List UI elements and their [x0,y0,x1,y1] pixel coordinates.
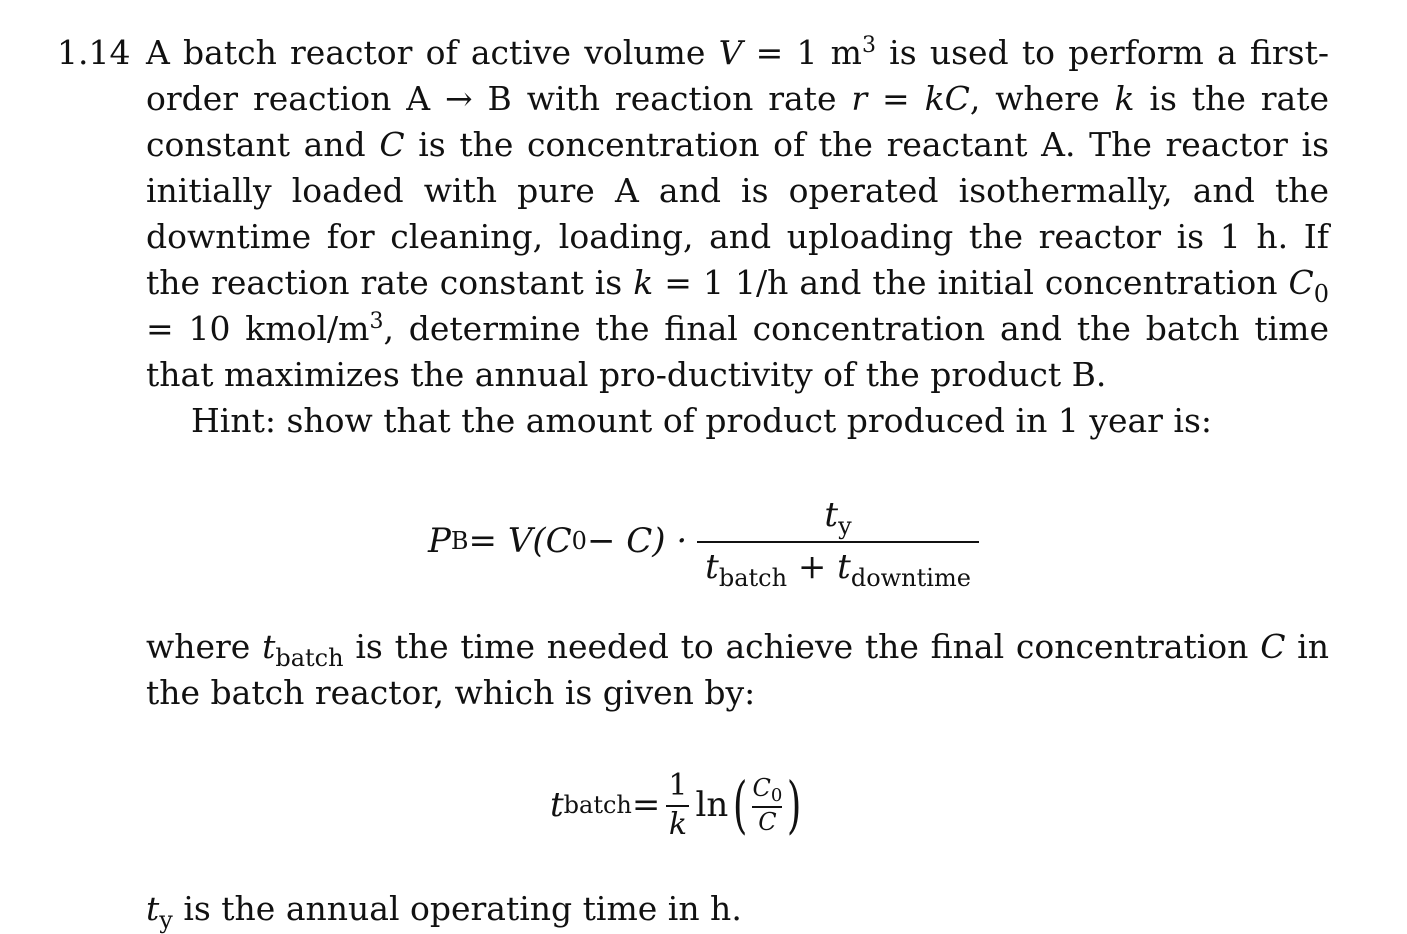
eq2-inner-fraction [752,774,782,836]
problem-number: 1.14 [57,33,131,72]
eq1-plus: + [787,547,838,587]
where-b: is the time needed to achieve the final concentration [343,627,1261,666]
exp-3: 3 [861,33,876,58]
eq1-den2: t [837,547,851,587]
problem-statement [146,30,1329,398]
last-t-sub: y [159,906,173,934]
text-j: , determine the final concentration and the batch time that maximizes the annual pro-ductivity of the product B. [146,309,1329,394]
hint-text: Hint: show that the amount of product produced in 1 year is: [191,401,1213,440]
text-c: is used to perform a first-order reaction A → B with reaction rate [146,33,1329,118]
where-c: in the batch reactor, which is given by: [146,627,1329,712]
var-c: C [379,125,405,164]
var-kc: kC [924,79,970,118]
text-h: = 1 1/h and the initial concentration [653,263,1289,302]
eq1-denominator [697,543,979,592]
text-e: , where [969,79,1115,118]
exp-3b: 3 [369,309,384,334]
eq1-den1-sub: batch [718,564,788,592]
problem-block [57,30,1329,444]
text-g: is the concentration of the reactant A. The reactor is initially loaded with pure A and is operated isothermally, and the downtime for cleaning, loading, and uploading the reactor is 1 h. If the reaction rate constant is [146,125,1329,302]
final-line [146,886,742,932]
eq2-rparen: ) [787,768,802,841]
eq1-lhs: P [428,521,451,561]
eq2-ln: ln [695,785,729,825]
eq1-den2-sub: downtime [850,564,971,592]
where-c-var: C [1260,627,1286,666]
eq2-num: 1 [668,768,688,803]
equation-batch-time: t batch = 1 k ln ( $C_0$ C ) [550,768,802,842]
eq2-lparen: ( [733,768,748,841]
eq1-middle: = V(C [468,521,572,561]
eq2-inner-den: C [758,808,777,836]
var-k2: k [633,263,654,302]
eq2-den: k [668,807,688,842]
eq2-inner-num-sub: 0 [770,785,783,806]
where-a: where [146,627,263,666]
eq1-num-sub: y [838,512,852,540]
where-paragraph [146,624,1329,716]
where-t: t [262,627,276,666]
last-t: t [146,889,160,928]
var-c0: C [1288,263,1314,302]
eq2-inner-num: C [752,774,771,802]
eq1-middle2: − C) · [586,521,688,561]
var-v: V [718,33,743,72]
eq2-lhs: t [550,785,564,825]
text-f: is the rate constant and [146,79,1329,164]
eq1-num-t: t [824,495,839,535]
equation-productivity: P B = V(C 0 − C) · $\frac{t_y}{t_{batch} + t_{downtime}}$ [428,496,979,586]
var-k: k [1114,79,1135,118]
text-a: A batch reactor of active volume [146,33,719,72]
eq2-eq: = [631,785,661,825]
text-i: = 10 kmol/m [146,309,370,348]
text-b: = 1 m [742,33,862,72]
var-r: r [851,79,868,118]
eq2-fraction [666,768,689,842]
eq1-den1: t [705,547,719,587]
sub-0: 0 [1313,280,1329,308]
where-t-sub: batch [275,644,344,672]
eq1-numerator [816,495,859,541]
last-text: is the annual operating time in h. [172,889,742,928]
text-d: = [867,79,925,118]
